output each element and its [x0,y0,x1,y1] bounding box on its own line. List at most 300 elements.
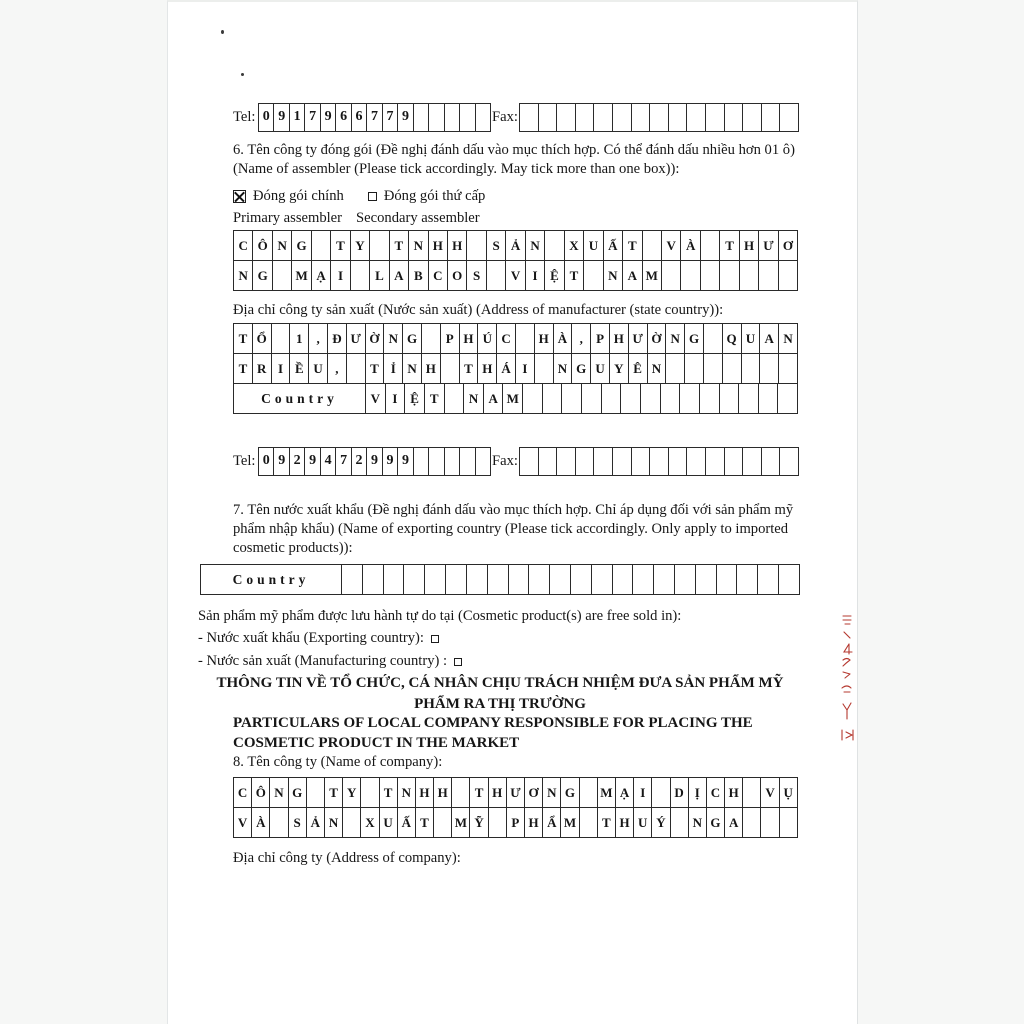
char-cell[interactable]: H [724,778,742,807]
char-cell[interactable] [719,261,738,290]
char-cell[interactable]: U [590,354,609,383]
char-cell[interactable]: A [483,384,503,413]
char-cell[interactable] [640,384,660,413]
char-cell[interactable] [486,261,505,290]
char-cell[interactable]: H [739,231,758,260]
char-cell[interactable] [684,354,703,383]
primary-assembler-label-vi: Đóng gói chính [253,187,344,204]
char-cell[interactable]: A [622,261,641,290]
char-cell[interactable]: N [688,808,706,837]
tel-digit-cell[interactable]: 9 [397,447,413,476]
char-cell[interactable] [269,808,287,837]
tel-digit-cell[interactable]: 9 [382,447,398,476]
tel-digit-cell[interactable] [475,103,491,132]
fax-digit-cell[interactable] [779,103,799,132]
fax-input-boxes [519,447,799,476]
tel-digit-cell[interactable] [459,103,475,132]
char-cell[interactable]: H [433,778,451,807]
char-cell[interactable] [544,231,563,260]
char-cell[interactable] [424,565,445,594]
char-cell[interactable]: T [564,261,583,290]
fax-digit-cell[interactable] [686,103,706,132]
char-cell[interactable]: A [724,808,742,837]
char-cell[interactable]: U [633,808,651,837]
char-cell[interactable]: Ệ [544,261,563,290]
char-cell[interactable] [736,565,757,594]
fax-digit-cell[interactable] [705,103,725,132]
char-cell[interactable] [440,354,459,383]
char-cell[interactable] [444,384,464,413]
char-cell[interactable]: N [647,354,666,383]
char-cell[interactable]: N [553,354,572,383]
char-cell[interactable]: V [505,261,524,290]
char-cell[interactable] [561,384,581,413]
char-cell[interactable]: Y [342,778,360,807]
char-cell[interactable]: R [252,354,271,383]
char-cell[interactable]: M [597,778,615,807]
char-cell[interactable]: H [609,324,628,353]
char-cell[interactable] [695,565,716,594]
char-cell[interactable]: U [741,324,760,353]
char-cell[interactable]: H [459,324,478,353]
tel-digit-cell[interactable] [459,447,475,476]
char-cell[interactable]: U [583,231,602,260]
char-cell[interactable]: G [291,231,310,260]
char-cell[interactable]: L [369,261,388,290]
exporting-country-line [198,630,439,647]
char-cell[interactable]: 1 [289,324,308,353]
char-cell[interactable]: Q [722,324,741,353]
char-cell[interactable] [665,354,684,383]
primary-assembler-checkbox[interactable] [233,190,246,203]
char-cell[interactable] [679,384,699,413]
char-cell[interactable] [612,565,633,594]
char-cell[interactable]: À [251,808,269,837]
char-cell[interactable]: T [238,330,248,346]
char-cell[interactable]: Ỹ [469,808,487,837]
tel-digit-cell[interactable]: 2 [351,447,367,476]
char-cell[interactable]: S [466,261,485,290]
fax-digit-cell[interactable] [649,447,669,476]
char-cell[interactable] [583,261,602,290]
char-cell[interactable]: C [238,237,248,253]
char-cell[interactable]: N [324,808,342,837]
char-cell[interactable]: U [379,808,397,837]
fax-digit-cell[interactable] [668,447,688,476]
fax-digit-cell[interactable] [519,447,539,476]
char-cell[interactable]: H [447,231,466,260]
char-cell[interactable] [779,808,797,837]
char-cell[interactable]: H [534,324,553,353]
char-cell[interactable]: Ấ [603,231,622,260]
char-cell[interactable]: Ị [688,778,706,807]
exporting-country-checkbox[interactable] [431,635,439,643]
secondary-assembler-checkbox[interactable] [368,192,377,201]
char-cell[interactable]: N [463,384,483,413]
tel-digit-cell[interactable] [428,103,444,132]
tel-digit-cell[interactable]: 9 [397,103,413,132]
tel-digit-cell[interactable] [475,447,491,476]
char-cell[interactable]: C [496,324,515,353]
tel-digit-cell[interactable]: 6 [351,103,367,132]
char-cell[interactable] [433,808,451,837]
char-cell[interactable]: A [389,261,408,290]
char-cell[interactable]: T [719,231,738,260]
char-cell[interactable] [778,565,799,594]
char-cell[interactable]: N [665,324,684,353]
char-cell[interactable] [651,778,669,807]
char-cell[interactable]: N [603,261,622,290]
char-cell[interactable]: H [524,808,542,837]
char-cell[interactable] [306,778,324,807]
char-cell[interactable] [369,231,388,260]
char-cell[interactable] [700,261,719,290]
char-cell[interactable]: G [706,808,724,837]
char-cell[interactable]: T [330,231,349,260]
char-cell[interactable]: I [525,261,544,290]
char-cell[interactable]: T [365,354,384,383]
char-cell[interactable]: N [238,267,248,283]
char-cell[interactable]: Ờ [365,324,384,353]
char-cell[interactable]: Ả [306,808,324,837]
tel-digit-cell[interactable]: 0 [258,103,274,132]
tel-digit-cell[interactable]: 6 [335,103,351,132]
fax-label: Fax: [492,108,518,125]
char-cell[interactable]: , [571,324,590,353]
tel-fax-row-2 [233,446,799,476]
char-cell[interactable] [653,565,674,594]
tel-digit-cell[interactable]: 0 [258,447,274,476]
char-cell[interactable] [778,354,797,383]
char-cell[interactable]: Ô [251,778,269,807]
char-cell[interactable] [383,565,404,594]
char-cell[interactable]: C [237,784,248,800]
char-cell[interactable]: Ỉ [383,354,402,383]
char-cell[interactable]: I [633,778,651,807]
char-cell[interactable] [738,384,758,413]
fax-digit-cell[interactable] [575,447,595,476]
char-cell[interactable]: I [330,261,349,290]
char-cell[interactable]: Ư [346,324,365,353]
section-6-title-vi: 6. Tên công ty đóng gói (Đề nghị đánh dấu vào mục thích hợp. Có thể đánh dấu nhiều hơn 01 ô) [233,142,795,158]
char-cell[interactable]: H [428,231,447,260]
fax-digit-cell[interactable] [538,447,558,476]
char-cell[interactable]: P [506,808,524,837]
tel-digit-cell[interactable]: 9 [366,447,382,476]
char-cell[interactable]: Ý [651,808,669,837]
fax-digit-cell[interactable] [575,103,595,132]
manufacturer-address-grid [233,323,798,414]
char-cell[interactable] [466,565,487,594]
char-cell[interactable] [601,384,621,413]
tel-digit-cell[interactable]: 7 [304,103,320,132]
char-cell[interactable] [742,778,760,807]
char-cell[interactable]: V [760,778,778,807]
fax-digit-cell[interactable] [742,447,762,476]
fax-digit-cell[interactable] [556,447,576,476]
char-cell[interactable]: Ơ [524,778,542,807]
char-cell[interactable] [660,384,680,413]
char-cell[interactable]: H [488,778,506,807]
char-cell[interactable] [487,565,508,594]
char-cell[interactable]: Ú [477,324,496,353]
char-cell[interactable]: H [421,354,440,383]
char-cell[interactable]: P [590,324,609,353]
char-cell[interactable] [421,324,440,353]
char-cell[interactable]: Ô [252,231,271,260]
char-cell[interactable] [760,808,778,837]
char-cell[interactable] [522,384,542,413]
char-cell[interactable] [716,565,737,594]
fax-digit-cell[interactable] [612,447,632,476]
char-cell[interactable]: H [615,808,633,837]
char-cell[interactable]: N [402,354,421,383]
fax-digit-cell[interactable] [779,447,799,476]
char-cell[interactable] [272,261,291,290]
char-cell[interactable] [549,565,570,594]
tel-digit-cell[interactable]: 4 [320,447,336,476]
char-cell[interactable]: G [560,778,578,807]
char-cell[interactable] [759,354,778,383]
fax-digit-cell[interactable] [631,447,651,476]
tel-digit-cell[interactable] [444,447,460,476]
fax-digit-cell[interactable] [724,103,744,132]
char-cell[interactable]: Ạ [311,261,330,290]
char-cell[interactable]: V [237,814,248,830]
char-cell[interactable] [758,384,778,413]
char-cell[interactable]: Y [350,231,369,260]
section-7-heading: 7. Tên nước xuất khẩu (Đề nghị đánh dấu vào mục thích hợp. Chỉ áp dụng đối với sản phẩm mỹ phẩm nhập khẩu) (Name of exporting country (Please tick accordingly. Only apply to imported cosmetic products)): [233,502,794,556]
char-cell[interactable]: N [269,778,287,807]
char-cell[interactable]: Á [496,354,515,383]
char-cell[interactable]: C [706,778,724,807]
char-cell[interactable]: Ề [289,354,308,383]
char-cell[interactable]: Ấ [397,808,415,837]
char-cell[interactable]: T [622,231,641,260]
char-cell[interactable] [620,384,640,413]
char-cell[interactable]: Ạ [615,778,633,807]
char-cell[interactable]: Ờ [647,324,666,353]
char-cell[interactable]: Ệ [404,384,424,413]
char-cell[interactable]: G [288,778,306,807]
char-cell[interactable]: Ê [628,354,647,383]
char-cell[interactable] [311,231,330,260]
char-cell[interactable] [661,261,680,290]
char-cell[interactable] [488,808,506,837]
fax-digit-cell[interactable] [761,447,781,476]
char-cell[interactable]: V [661,231,680,260]
char-cell[interactable]: X [564,231,583,260]
char-cell[interactable] [758,261,777,290]
char-cell[interactable] [670,808,688,837]
char-cell[interactable] [591,565,612,594]
char-cell[interactable]: I [271,354,290,383]
char-cell[interactable]: G [684,324,703,353]
char-cell[interactable]: Ổ [252,324,271,353]
char-cell[interactable]: T [459,354,478,383]
char-cell[interactable]: Đ [327,324,346,353]
char-cell[interactable]: M [502,384,522,413]
char-cell[interactable]: Ẩ [542,808,560,837]
tel-digit-cell[interactable]: 9 [273,447,289,476]
char-cell[interactable]: I [385,384,405,413]
char-cell[interactable] [699,384,719,413]
fax-digit-cell[interactable] [538,103,558,132]
char-cell[interactable]: D [670,778,688,807]
char-cell[interactable] [362,565,383,594]
char-cell[interactable]: H [415,778,433,807]
char-cell[interactable]: V [365,384,385,413]
char-cell[interactable] [778,261,797,290]
char-cell[interactable] [542,384,562,413]
char-cell[interactable]: S [288,808,306,837]
char-cell[interactable] [271,324,290,353]
char-cell[interactable]: M [291,261,310,290]
char-cell[interactable]: G [571,354,590,383]
char-cell[interactable]: O [447,261,466,290]
tel-digit-cell[interactable] [413,447,429,476]
char-cell[interactable]: Ư [506,778,524,807]
char-cell[interactable] [722,354,741,383]
char-cell[interactable] [680,261,699,290]
char-cell[interactable]: S [486,231,505,260]
fax-digit-cell[interactable] [686,447,706,476]
fax-digit-cell[interactable] [705,447,725,476]
char-cell[interactable] [719,384,739,413]
char-cell[interactable]: G [402,324,421,353]
tel-label: Tel: [233,452,256,469]
char-cell[interactable] [703,354,722,383]
tel-digit-cell[interactable] [413,103,429,132]
tel-digit-cell[interactable]: 1 [289,103,305,132]
char-cell[interactable]: T [424,384,444,413]
char-cell[interactable]: N [272,231,291,260]
local-company-heading-vi: THÔNG TIN VỀ TỔ CHỨC, CÁ NHÂN CHỊU TRÁCH NHIỆM ĐƯA SẢN PHẨM MỸ PHẨM RA THỊ TRƯỜNG [216,675,784,712]
char-cell[interactable]: G [252,261,271,290]
fax-digit-cell[interactable] [742,103,762,132]
char-cell[interactable] [528,565,549,594]
tel-digit-cell[interactable]: 2 [289,447,305,476]
char-cell[interactable]: T [238,360,248,376]
manufacturing-country-checkbox[interactable] [454,658,462,666]
char-cell[interactable] [777,384,797,413]
char-cell[interactable] [341,565,362,594]
char-cell[interactable]: À [680,231,699,260]
char-cell[interactable]: X [360,808,378,837]
char-cell[interactable]: À [553,324,572,353]
char-cell[interactable] [534,354,553,383]
tel-digit-cell[interactable]: 9 [273,103,289,132]
char-cell[interactable]: Ụ [779,778,797,807]
tel-digit-cell[interactable]: 9 [320,103,336,132]
char-cell[interactable] [346,354,365,383]
char-cell[interactable] [700,231,719,260]
char-cell[interactable]: M [451,808,469,837]
char-cell[interactable] [350,261,369,290]
char-cell[interactable]: I [515,354,534,383]
char-cell[interactable]: T [415,808,433,837]
char-cell[interactable] [403,565,424,594]
fax-digit-cell[interactable] [556,103,576,132]
char-cell[interactable]: , [327,354,346,383]
char-cell[interactable] [466,231,485,260]
char-cell[interactable] [741,354,760,383]
char-cell[interactable]: T [597,808,615,837]
fax-digit-cell[interactable] [668,103,688,132]
char-cell[interactable] [581,384,601,413]
char-cell[interactable]: N [397,778,415,807]
fax-digit-cell[interactable] [593,103,613,132]
tel-digit-cell[interactable] [428,447,444,476]
char-cell[interactable]: Ư [758,231,777,260]
fax-digit-cell[interactable] [593,447,613,476]
char-cell[interactable]: N [525,231,544,260]
char-cell[interactable]: Ơ [778,231,797,260]
char-cell[interactable] [742,808,760,837]
char-cell[interactable] [703,324,722,353]
char-cell[interactable]: N [542,778,560,807]
char-cell[interactable]: T [324,778,342,807]
tel-digit-cell[interactable]: 7 [382,103,398,132]
fax-digit-cell[interactable] [612,103,632,132]
char-cell[interactable] [632,565,653,594]
char-cell[interactable]: P [440,324,459,353]
char-cell[interactable]: M [642,261,661,290]
char-cell[interactable] [508,565,529,594]
char-cell[interactable] [342,808,360,837]
tel-digit-cell[interactable]: 7 [366,103,382,132]
char-cell[interactable]: B [408,261,427,290]
char-cell[interactable]: , [308,324,327,353]
char-cell[interactable] [515,324,534,353]
char-cell[interactable]: Ả [505,231,524,260]
char-cell[interactable]: U [308,354,327,383]
fax-digit-cell[interactable] [724,447,744,476]
fax-digit-cell[interactable] [761,103,781,132]
char-cell[interactable]: T [389,231,408,260]
char-cell[interactable]: N [778,324,797,353]
fax-digit-cell[interactable] [649,103,669,132]
char-cell[interactable]: C [428,261,447,290]
char-cell[interactable] [642,231,661,260]
fax-digit-cell[interactable] [631,103,651,132]
char-cell[interactable]: H [477,354,496,383]
tel-digit-cell[interactable]: 9 [304,447,320,476]
char-cell[interactable] [739,261,758,290]
char-cell[interactable]: T [379,778,397,807]
char-cell[interactable]: Y [609,354,628,383]
char-cell[interactable] [445,565,466,594]
char-cell[interactable] [360,778,378,807]
char-cell[interactable]: A [759,324,778,353]
tel-digit-cell[interactable] [444,103,460,132]
char-cell[interactable]: N [383,324,402,353]
tel-digit-cell[interactable]: 7 [335,447,351,476]
company-name-grid [233,777,798,838]
char-cell[interactable]: T [469,778,487,807]
char-cell[interactable]: Ư [628,324,647,353]
fax-digit-cell[interactable] [519,103,539,132]
char-cell[interactable] [579,808,597,837]
char-cell[interactable]: N [408,231,427,260]
char-cell[interactable] [757,565,778,594]
char-cell[interactable] [570,565,591,594]
char-cell[interactable] [674,565,695,594]
char-cell[interactable]: M [560,808,578,837]
country-label-cell: Country [232,571,310,587]
char-cell[interactable] [579,778,597,807]
char-cell[interactable] [451,778,469,807]
